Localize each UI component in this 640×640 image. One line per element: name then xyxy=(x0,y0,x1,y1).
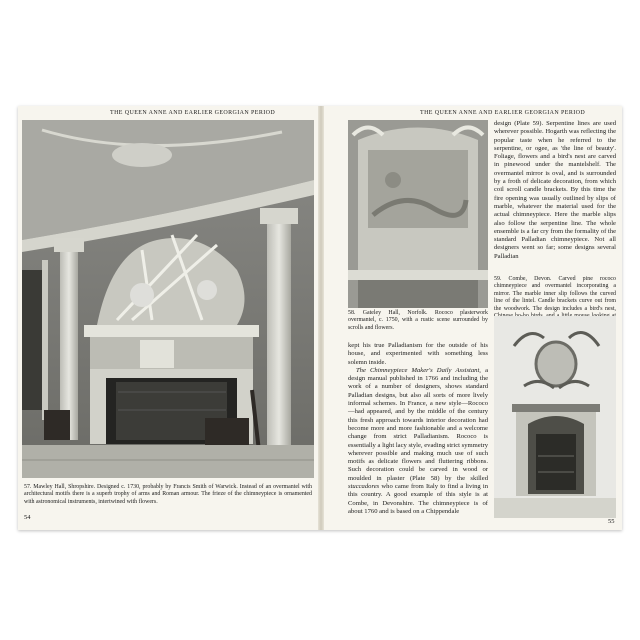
paragraph-2-text: a design manual published in 1766 and including the work of a number of designers, shows standard Palladian designs, but also all sorts of more lively informal schemes. In France, a new style—Rococo—had appeared, and by the middle of the century this fresh approach towards interior decoration had become more and more fashionable and a welcome change from strict Palladianism. Rococo is essentially a light lacy style, evading strict symmetry wherever possible and making much use of such motifs as delicate flowers and fluttering ribbons. Such decoration could be carved in wood or moulded in plaster (Plate 58) by the skilled xyxy=(348,366,488,482)
combe-chimneypiece-photo xyxy=(494,316,616,518)
caption-57: 57. Mawley Hall, Shropshire. Designed c. 1730, probably by Francis Smith of Warwick. Instead of an overmantel with architectural motifs there is a superb trophy of arms and Roman armour. The frieze of the chimneypiece is ornamented with astronomical instruments, intertwined with flowers. xyxy=(24,484,312,505)
left-page xyxy=(18,106,318,530)
caption-58: 58. Gateley Hall, Norfolk. Rococo plasterwork overmantel, c. 1750, with a rustic scene surrounded by scrolls and flowers. xyxy=(348,310,488,331)
paragraph-2-tail: who came from Italy to find a living in this country. A good example of this style is at Combe, in Devonshire. The chimneypiece is of about 1760 and is based on a Chippendale xyxy=(348,483,488,515)
stuccadores-word: stuccadores xyxy=(348,483,380,491)
caption-59: 59. Combe, Devon. Carved pine rococo chimneypiece and overmantel incorporating a mirror. The marble inner slip follows the curved line of the lintel. Candle brackets curve out from the woodwork. The design includes a bird's nest, xyxy=(494,276,616,312)
left-page-number: 54 xyxy=(24,514,31,521)
right-page xyxy=(324,106,622,530)
left-running-head: THE QUEEN ANNE AND EARLIER GEORGIAN PERIOD xyxy=(110,110,276,116)
paragraph-1: kept his true Palladianism for the outside of his house, and experimented with something less solemn inside. xyxy=(348,342,488,366)
paragraph-2 xyxy=(348,367,488,516)
body-text-lower xyxy=(348,342,488,516)
gateley-hall-photo xyxy=(348,120,488,308)
body-text-top: design (Plate 59). Serpentine lines are used wherever possible. Hogarth was reflecting the popular taste when he referred to the serpentine, or ogee, as 'the line of beauty'. Foliage, flowers and a bird's nest are carved in pinewood under the mantelshelf. The overmantel mirror is oval, and is surrounded by a froth of delicate decoration, from which coil scroll candle brackets. By this time the fire opening was usually outlined by slips of marble, whatever the material used for the actual chimneypiece. Here the marble slips also follow the serpentine line. The whole ensemble is a far cry from the formality of the standard Palladian chimneypiece. Not all designers went so far; some designs several Palladian xyxy=(494,120,616,260)
right-running-head: THE QUEEN ANNE AND EARLIER GEORGIAN PERIOD xyxy=(420,110,586,116)
book-title: The Chimneypiece Maker's Daily Assistant, xyxy=(356,366,481,374)
book-spread xyxy=(18,106,622,530)
mawley-hall-photo xyxy=(22,120,314,478)
right-page-number: 55 xyxy=(608,518,615,525)
